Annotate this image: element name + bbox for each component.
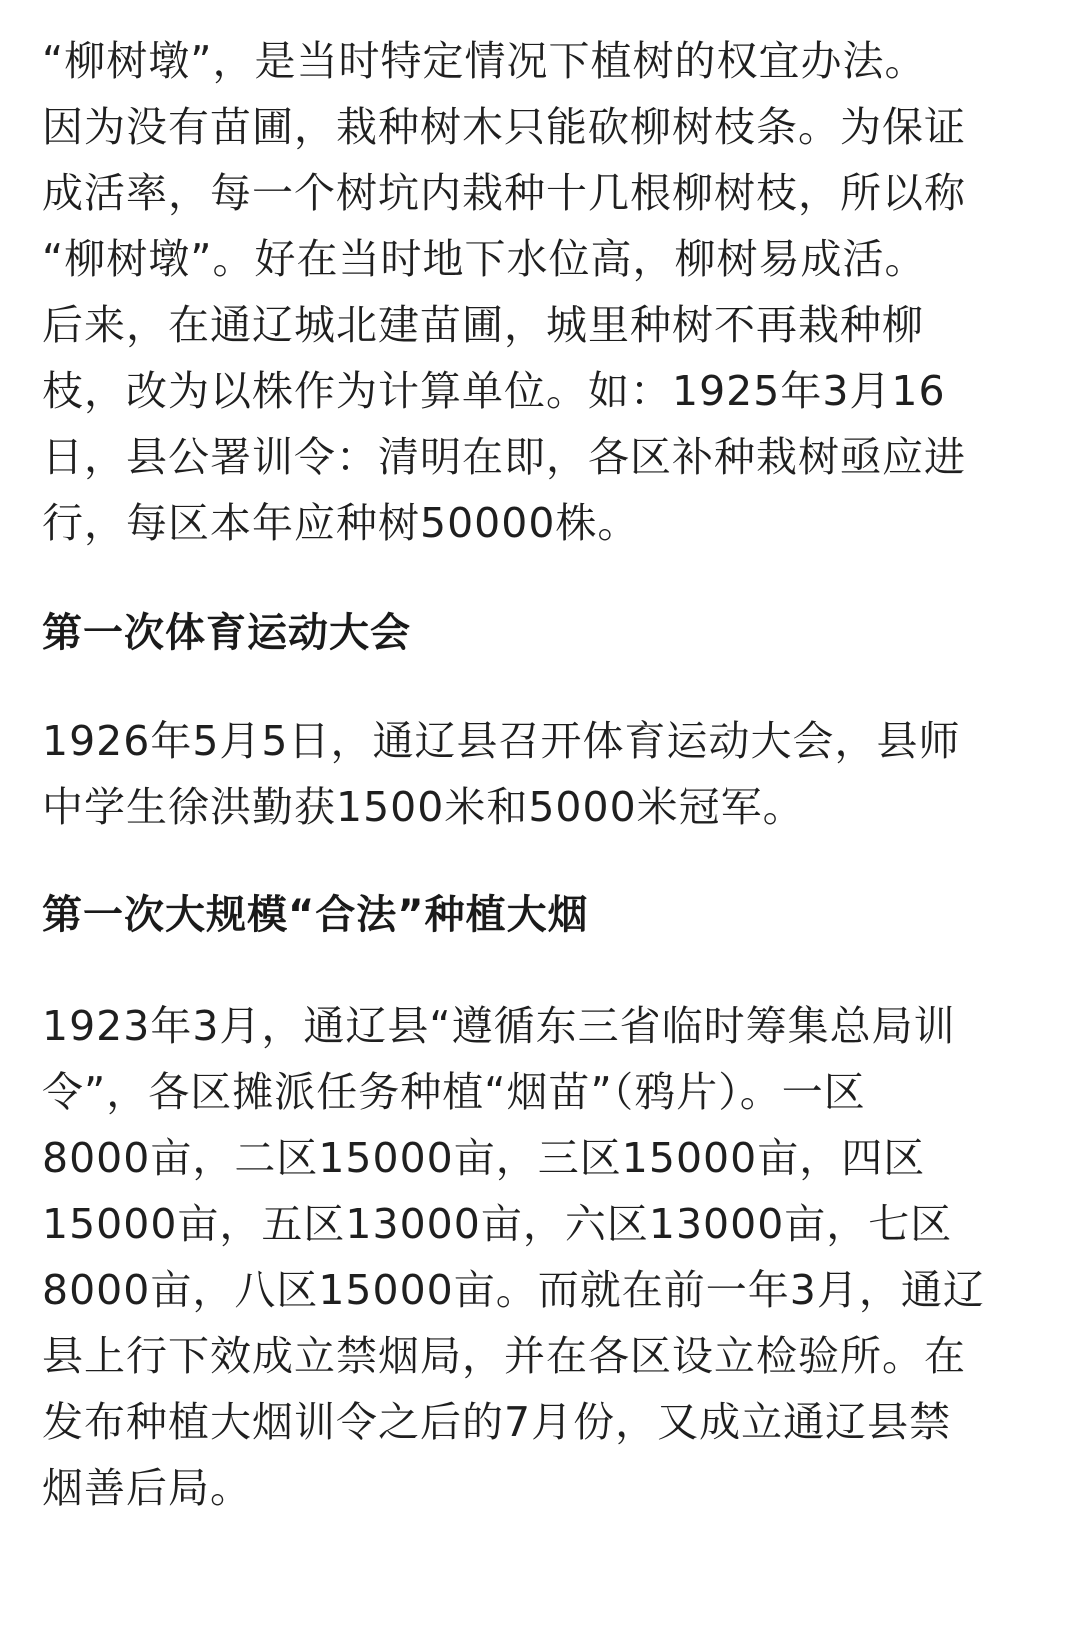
paragraph-line: 成活率，每一个树坑内栽种十几根柳树枝，所以称 <box>42 169 966 217</box>
paragraph-line: 8000亩，八区15000亩。而就在前一年3月，通辽 <box>42 1266 985 1314</box>
paragraph-line: 因为没有苗圃，栽种树木只能砍柳树枝条。为保证 <box>42 103 966 151</box>
paragraph-line: 1923年3月，通辽县“遵循东三省临时筹集总局训 <box>42 1002 956 1050</box>
paragraph-line: 中学生徐洪勤获1500米和5000米冠军。 <box>42 783 805 831</box>
paragraph-line: 烟善后局。 <box>42 1464 252 1512</box>
paragraph-line: 行，每区本年应种树50000株。 <box>42 499 640 547</box>
paragraph-line: 枝，改为以株作为计算单位。如：1925年3月16 <box>42 367 946 415</box>
paragraph-line: 日，县公署训令：清明在即，各区补种栽树亟应进 <box>42 433 966 481</box>
paragraph-line: 县上行下效成立禁烟局，并在各区设立检验所。在 <box>42 1332 966 1380</box>
paragraph-line: 15000亩，五区13000亩，六区13000亩，七区 <box>42 1200 953 1248</box>
sports-meet-paragraph <box>42 708 961 840</box>
intro-paragraph <box>42 28 966 556</box>
paragraph-line: 后来，在通辽城北建苗圃，城里种树不再栽种柳 <box>42 301 924 349</box>
paragraph-line: 1926年5月5日，通辽县召开体育运动大会，县师 <box>42 717 961 765</box>
opium-planting-paragraph <box>42 993 985 1521</box>
paragraph-line: 发布种植大烟训令之后的7月份，又成立通辽县禁 <box>42 1398 952 1446</box>
paragraph-line: “柳树墩”。好在当时地下水位高，柳树易成活。 <box>42 235 927 283</box>
section-heading-opium-planting: 第一次大规模“合法”种植大烟 <box>42 892 589 938</box>
paragraph-line: 令”，各区摊派任务种植“烟苗”（鸦片）。一区 <box>42 1068 866 1116</box>
paragraph-line: “柳树墩”，是当时特定情况下植树的权宜办法。 <box>42 37 927 85</box>
paragraph-line: 8000亩，二区15000亩，三区15000亩，四区 <box>42 1134 926 1182</box>
section-heading-sports-meet: 第一次体育运动大会 <box>42 610 411 656</box>
